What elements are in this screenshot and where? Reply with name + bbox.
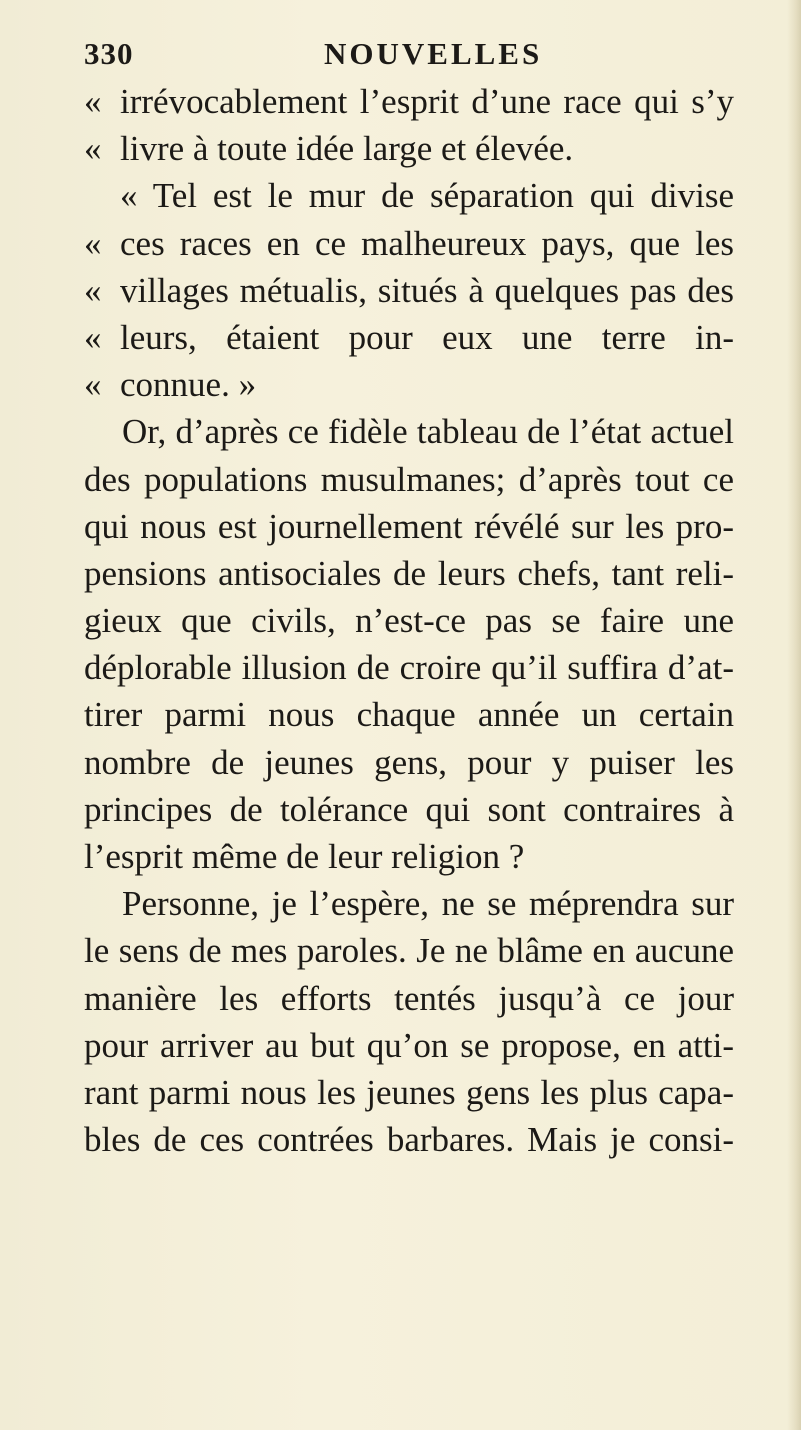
text-line: nombre de jeunes gens, pour y puiser les (84, 742, 734, 782)
running-title: NOUVELLES (324, 36, 543, 71)
line-text: connue. » (120, 365, 257, 405)
body-text (84, 78, 734, 1163)
text-line: qui nous est journellement révélé sur les pro- (84, 506, 734, 546)
line-text: ces races en ce malheureux pays, que les (120, 223, 734, 263)
text-line (84, 78, 734, 125)
text-line: bles de ces contrées barbares. Mais je consi- (84, 1120, 734, 1160)
text-line: manière les efforts tentés jusqu’à ce jour (84, 978, 734, 1018)
page-edge-shadow (787, 0, 801, 1430)
text-line: « Tel est le mur de séparation qui divise (120, 176, 734, 216)
line-text: leurs, étaient pour eux une terre in- (120, 317, 734, 357)
quote-mark: « (84, 129, 102, 169)
line-text: irrévocablement l’esprit d’une race qui s’y (120, 82, 734, 121)
line-text: villages métualis, situés à quelques pas des (120, 270, 734, 310)
text-line: pensions antisociales de leurs chefs, tant reli- (84, 553, 734, 593)
text-line: déplorable illusion de croire qu’il suffira d’at- (84, 648, 734, 688)
page-header (84, 36, 724, 76)
text-line: tirer parmi nous chaque année un certain (84, 695, 734, 735)
text-line: le sens de mes paroles. Je ne blâme en aucune (84, 931, 734, 971)
text-line: l’esprit même de leur religion ? (84, 837, 525, 876)
page-number: 330 (84, 36, 134, 71)
text-line (84, 267, 734, 314)
text-line: des populations musulmanes; d’après tout ce (84, 459, 734, 499)
quote-mark: « (84, 317, 102, 357)
text-line (84, 314, 734, 361)
quote-mark: « (84, 365, 102, 405)
text-line: rant parmi nous les jeunes gens les plus capa- (84, 1072, 734, 1112)
line-text: livre à toute idée large et élevée. (120, 129, 574, 169)
text-line (84, 361, 734, 408)
text-line: pour arriver au but qu’on se propose, en atti- (84, 1025, 734, 1065)
text-line: principes de tolérance qui sont contraires à (84, 789, 734, 829)
text-line (84, 125, 734, 172)
text-line (84, 220, 734, 267)
text-line: Or, d’après ce fidèle tableau de l’état actuel (122, 412, 734, 452)
text-line: Personne, je l’espère, ne se méprendra sur (122, 884, 734, 924)
quote-mark: « (84, 223, 102, 263)
text-line: gieux que civils, n’est-ce pas se faire une (84, 601, 734, 641)
quote-mark: « (84, 82, 102, 121)
quote-mark: « (84, 270, 102, 310)
